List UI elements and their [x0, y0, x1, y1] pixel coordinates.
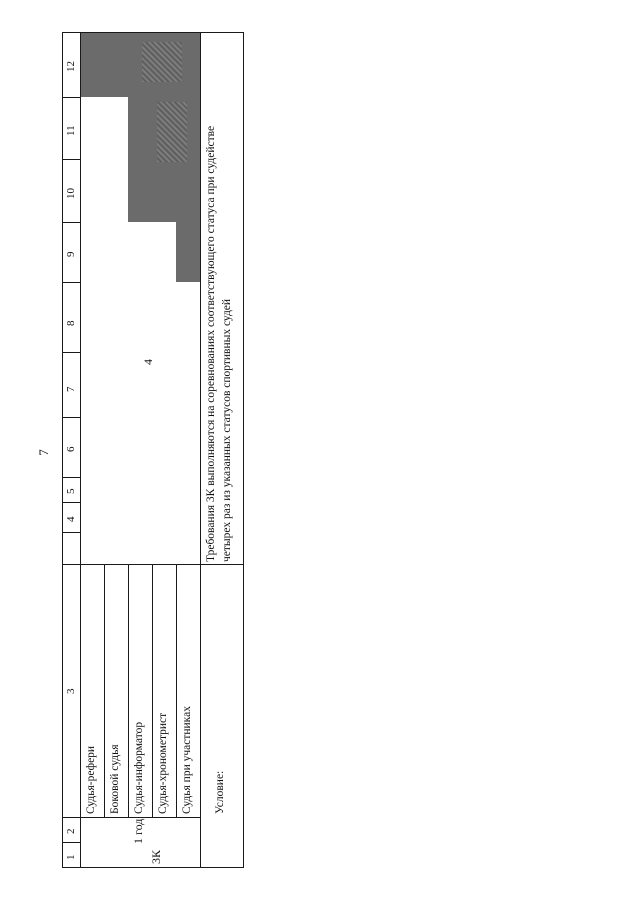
col-header-5: 5	[65, 488, 77, 494]
condition-label: Условие:	[214, 770, 226, 814]
col-header-11: 11	[65, 125, 77, 136]
shaded-area-col9	[176, 222, 200, 282]
col-header-7: 7	[65, 386, 77, 392]
role-referee: Судья-рефери	[85, 745, 97, 814]
col-header-2: 2	[65, 828, 77, 834]
col-header-12: 12	[65, 61, 77, 72]
category-cell: 3К	[149, 849, 163, 864]
requirement-value: 4	[141, 359, 155, 365]
role-participants-judge: Судья при участниках	[181, 706, 193, 814]
period-cell: 1 год	[131, 818, 145, 844]
role-side-judge: Боковой судья	[109, 744, 121, 814]
col-header-3: 3	[65, 688, 77, 694]
condition-text-line1: Требования 3К выполняются на соревнованиях соответствующего статуса при судействе	[205, 125, 217, 562]
col-header-9: 9	[65, 251, 77, 257]
shaded-area-col12	[80, 32, 200, 97]
col-header-1: 1	[65, 854, 77, 860]
col-header-10: 10	[65, 188, 77, 199]
role-announcer: Судья-информатор	[133, 721, 145, 814]
page-number: 7	[35, 449, 51, 456]
qualification-table	[62, 32, 244, 868]
condition-text-line2: четырех раз из указанных статусов спортивных судей	[221, 298, 233, 562]
col-header-4: 4	[65, 516, 77, 522]
col-header-6: 6	[65, 446, 77, 452]
role-timekeeper: Судья-хронометрист	[157, 712, 169, 814]
col-header-8: 8	[65, 320, 77, 326]
